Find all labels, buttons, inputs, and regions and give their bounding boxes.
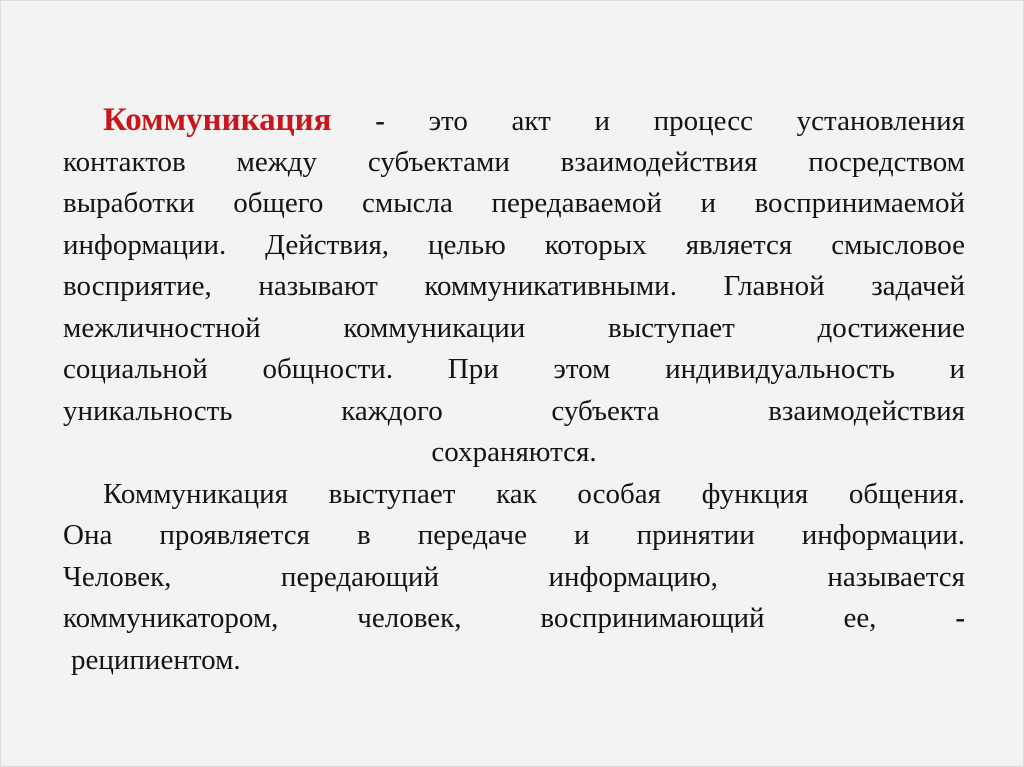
text-line: социальной общности. При этом индивидуальность и (63, 353, 965, 385)
text-line: выработки общего смысла передаваемой и воспринимаемой (63, 187, 965, 219)
text-line-with-dash (63, 598, 965, 640)
slide-text (63, 100, 965, 681)
text-line: восприятие, называют коммуникативными. Главной задачей (63, 270, 965, 302)
text-line: реципиентом. (71, 643, 241, 676)
text-line: Человек, передающий информацию, называется (63, 560, 965, 593)
text-line: Коммуникация выступает как особая функция общения. (103, 477, 965, 510)
term-communication: Коммуникация (103, 102, 332, 138)
text-line: сохраняются. (431, 436, 597, 468)
text-fragment: коммуникатором, человек, воспринимающий ее, (63, 602, 877, 634)
text-line: уникальность каждого субъекта взаимодействия (63, 394, 965, 427)
text-line: межличностной коммуникации выступает достижение (63, 311, 965, 344)
text-line: контактов между субъектами взаимодействия посредством (63, 145, 965, 178)
trailing-dash: - (955, 602, 965, 634)
definition-dash: - (375, 105, 385, 137)
text-line: Она проявляется в передаче и принятии информации. (63, 519, 965, 551)
text-line: информации. Действия, целью которых является смысловое (63, 228, 965, 261)
definition-first-line (63, 100, 965, 142)
definition-text: это акт и процесс установления (428, 105, 966, 137)
